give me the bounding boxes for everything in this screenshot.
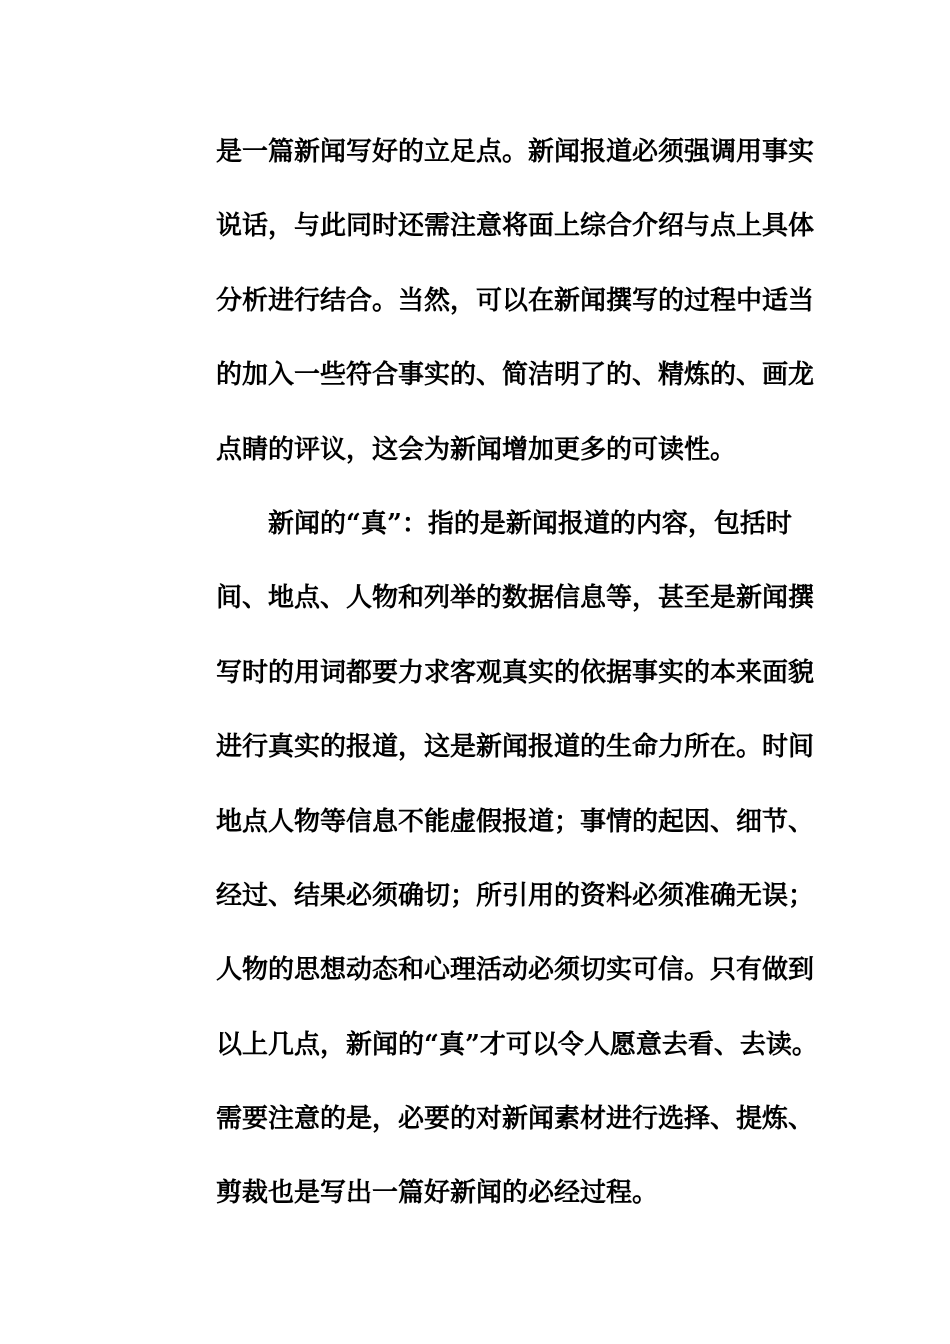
text-line: 进行真实的报道，这是新闻报道的生命力所在。时间 [216, 732, 815, 763]
text-line: 写时的用词都要力求客观真实的依据事实的本来面貌 [216, 657, 815, 688]
text-line: 剪裁也是写出一篇好新闻的必经过程。 [216, 1178, 659, 1209]
text-line: 经过、结果必须确切；所引用的资料必须准确无误； [216, 880, 815, 911]
text-line: 地点人物等信息不能虚假报道；事情的起因、细节、 [216, 806, 815, 837]
text-line: 说话，与此同时还需注意将面上综合介绍与点上具体 [216, 211, 815, 242]
text-line: 间、地点、人物和列举的数据信息等，甚至是新闻撰 [216, 583, 815, 614]
text-line: 以上几点，新闻的“真”才可以令人愿意去看、去读。 [216, 1029, 818, 1060]
text-line: 需要注意的是，必要的对新闻素材进行选择、提炼、 [216, 1104, 815, 1135]
text-line: 是一篇新闻写好的立足点。新闻报道必须强调用事实 [216, 137, 815, 167]
text-line: 人物的思想动态和心理活动必须切实可信。只有做到 [216, 955, 815, 986]
text-line: 点睛的评议，这会为新闻增加更多的可读性。 [216, 434, 737, 465]
text-line: 分析进行结合。当然，可以在新闻撰写的过程中适当 [216, 285, 815, 316]
text-line: 的加入一些符合事实的、简洁明了的、精炼的、画龙 [216, 360, 815, 391]
paragraph-start-line: 新闻的“真”：指的是新闻报道的内容，包括时 [268, 508, 792, 539]
body-text [216, 126, 836, 1242]
